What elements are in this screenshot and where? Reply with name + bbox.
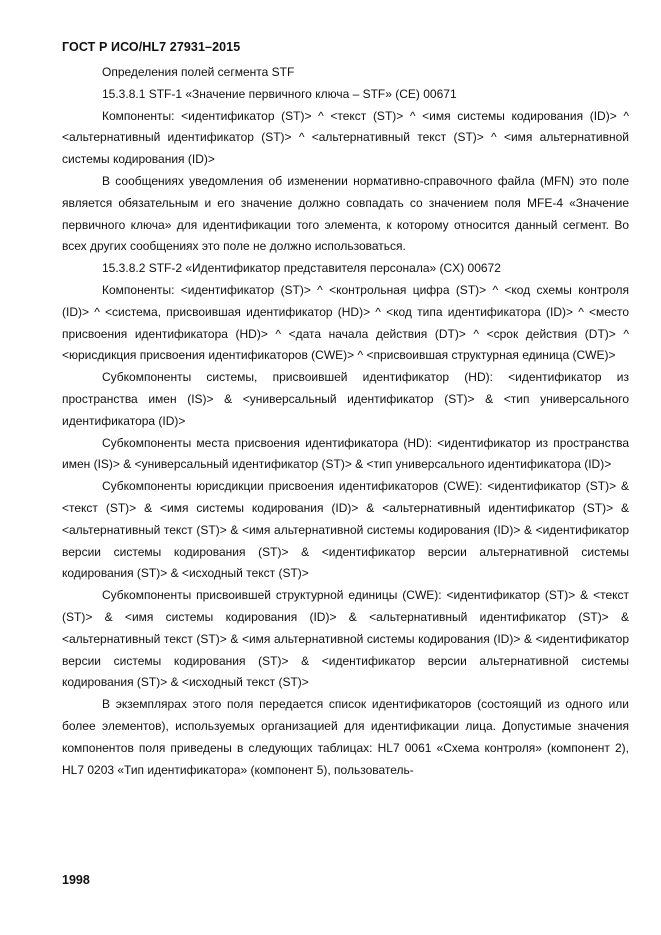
field-heading-stf1: 15.3.8.1 STF-1 «Значение первичного ключа – STF» (CE) 00671 <box>102 86 457 101</box>
paragraph: В сообщениях уведомления об изменении нормативно-справочного файла (MFN) это поле является обязательным и его значение должно совпадать со значением поля MFE-4 «Значение первичного ключа» для идентификации того элемента, к которому относится данный сегмент. Во всех других сообщениях это поле не должно использоваться. <box>62 173 629 254</box>
paragraph: Субкомпоненты присвоившей структурной единицы (CWE): <идентификатор (ST)> & <текст (ST)> & <имя системы кодирования (ID)> & <альтернативный идентификатор (ST)> & <альтернативный текст (ST)> & <имя альтернативной системы кодирования (ID)> & <идентификатор версии системы кодирования (ST)> & <идентификатор версии альтернативной системы кодирования (ST)> & <исходный текст (ST)> <box>62 588 629 690</box>
standard-header: ГОСТ Р ИСО/HL7 27931–2015 <box>62 40 241 54</box>
page-number: 1998 <box>62 873 90 887</box>
paragraph: Субкомпоненты места присвоения идентификатора (HD): <идентификатор из пространства имен (IS)> & <универсальный идентификатор (ST)> & <тип универсального идентификатора (ID)> <box>62 435 629 472</box>
section-heading: Определения полей сегмента STF <box>102 65 295 79</box>
field-heading-stf2: 15.3.8.2 STF-2 «Идентификатор представителя персонала» (CX) 00672 <box>102 261 501 276</box>
paragraph: В экземплярах этого поля передается список идентификаторов (состоящий из одного или более элементов), используемых организацией для идентификации лица. Допустимые значения компонентов поля приведены в следующих таблицах: HL7 0061 «Схема контроля» (компонент 2), HL7 0203 «Тип идентификатора» (компонент 5), пользователь- <box>62 697 629 777</box>
paragraph: Субкомпоненты системы, присвоившей идентификатор (HD): <идентификатор из пространства имен (IS)> & <универсальный идентификатор (ST)> & <тип универсального идентификатора (ID)> <box>62 370 629 428</box>
paragraph: Компоненты: <идентификатор (ST)> ^ <контрольная цифра (ST)> ^ <код схемы контроля (ID)> ^ <система, присвоившая идентификатор (HD)> ^ <код типа идентификатора (ID)> ^ <место присвоения идентификатора (HD)> ^ <дата начала действия (DT)> ^ <срок действия (DT)> ^ <юрисдикция присвоения идентификаторов (CWE)> ^ <присвоившая структурная единица (CWE)> <box>62 282 629 363</box>
document-body <box>62 62 629 781</box>
paragraph: Компоненты: <идентификатор (ST)> ^ <текст (ST)> ^ <имя системы кодирования (ID)> ^ <альтернативный идентификатор (ST)> ^ <альтернативный текст (ST)> ^ <имя альтернативной системы кодирования (ID)> <box>62 108 629 167</box>
paragraph: Субкомпоненты юрисдикции присвоения идентификаторов (CWE): <идентификатор (ST)> & <текст (ST)> & <имя системы кодирования (ID)> & <альтернативный идентификатор (ST)> & <альтернативный текст (ST)> & <имя альтернативной системы кодирования (ID)> & <идентификатор версии системы кодирования (ST)> & <идентификатор версии альтернативной системы кодирования (ST)> & <исходный текст (ST)> <box>62 479 629 581</box>
